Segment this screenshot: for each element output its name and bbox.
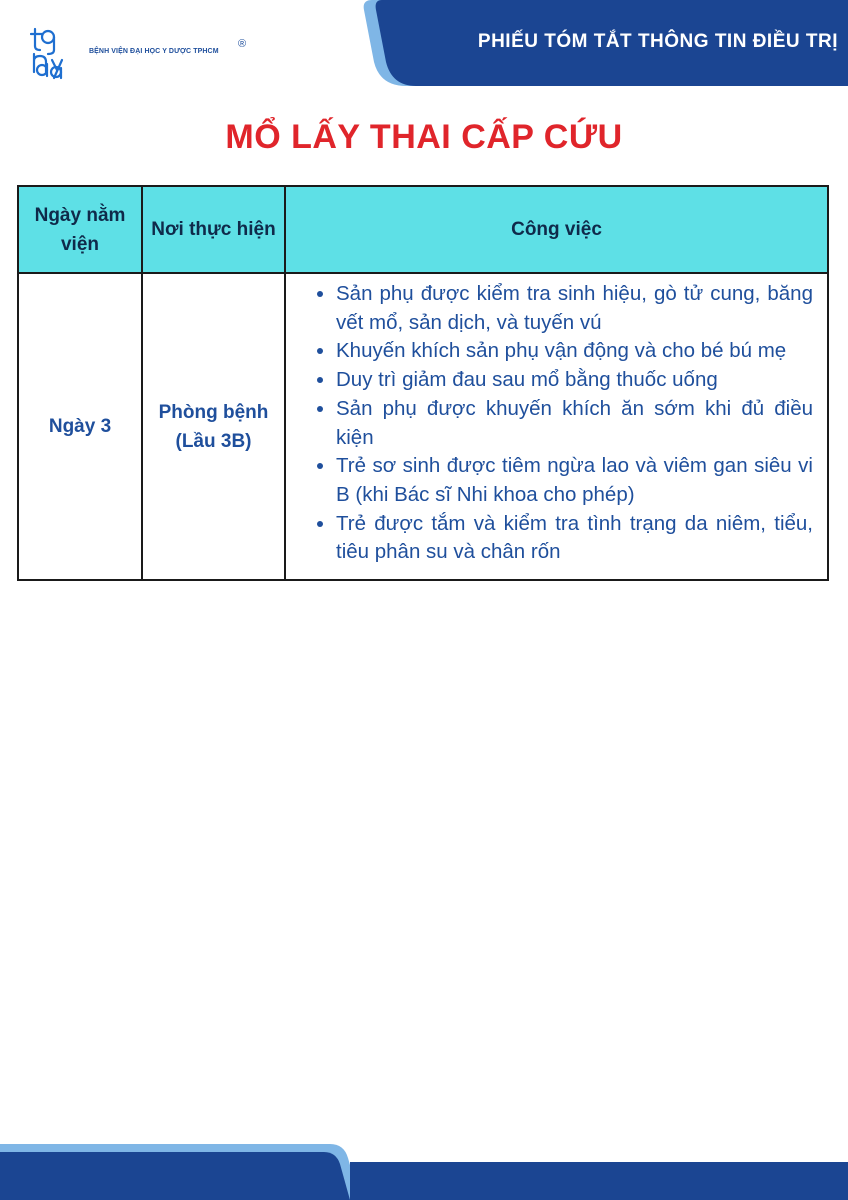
header-day: Ngày nằm viện	[18, 186, 142, 273]
registered-mark: ®	[238, 38, 247, 50]
hospital-name: BỆNH VIỆN ĐẠI HỌC Y DƯỢC TPHCM	[89, 48, 219, 55]
header-tasks: Công việc	[285, 186, 828, 273]
table-header-row	[18, 186, 828, 273]
document-title: MỔ LẤY THAI CẤP CỨU	[225, 118, 623, 156]
task-item: • Sản phụ được kiểm tra sinh hiệu, gò tử cung, băng vết mổ, sản dịch, và tuyến vú	[336, 280, 813, 337]
header-banner	[358, 0, 848, 86]
task-item: • Sản phụ được khuyến khích ăn sớm khi đủ điều kiện	[336, 395, 813, 452]
form-title: PHIẾU TÓM TẮT THÔNG TIN ĐIỀU TRỊ	[477, 31, 838, 52]
task-item: • Duy trì giảm đau sau mổ bằng thuốc uống	[336, 366, 813, 395]
footer-band	[0, 1144, 848, 1200]
task-list	[308, 280, 813, 567]
table-row	[18, 273, 828, 580]
treatment-table	[17, 185, 829, 581]
location-cell: Phòng bệnh (Lầu 3B)	[142, 273, 285, 580]
task-item: • Trẻ được tắm và kiểm tra tình trạng da niêm, tiểu, tiêu phân su và chân rốn	[336, 510, 813, 567]
tasks-cell	[285, 273, 828, 580]
hospital-logo	[30, 26, 270, 80]
day-cell: Ngày 3	[18, 273, 142, 580]
header-location: Nơi thực hiện	[142, 186, 285, 273]
task-item: • Trẻ sơ sinh được tiêm ngừa lao và viêm gan siêu vi B (khi Bác sĩ Nhi khoa cho phép)	[336, 452, 813, 509]
task-item: • Khuyến khích sản phụ vận động và cho bé bú mẹ	[336, 337, 813, 366]
footer-band-shape	[0, 1144, 848, 1200]
hospital-logo-icon	[30, 26, 90, 80]
